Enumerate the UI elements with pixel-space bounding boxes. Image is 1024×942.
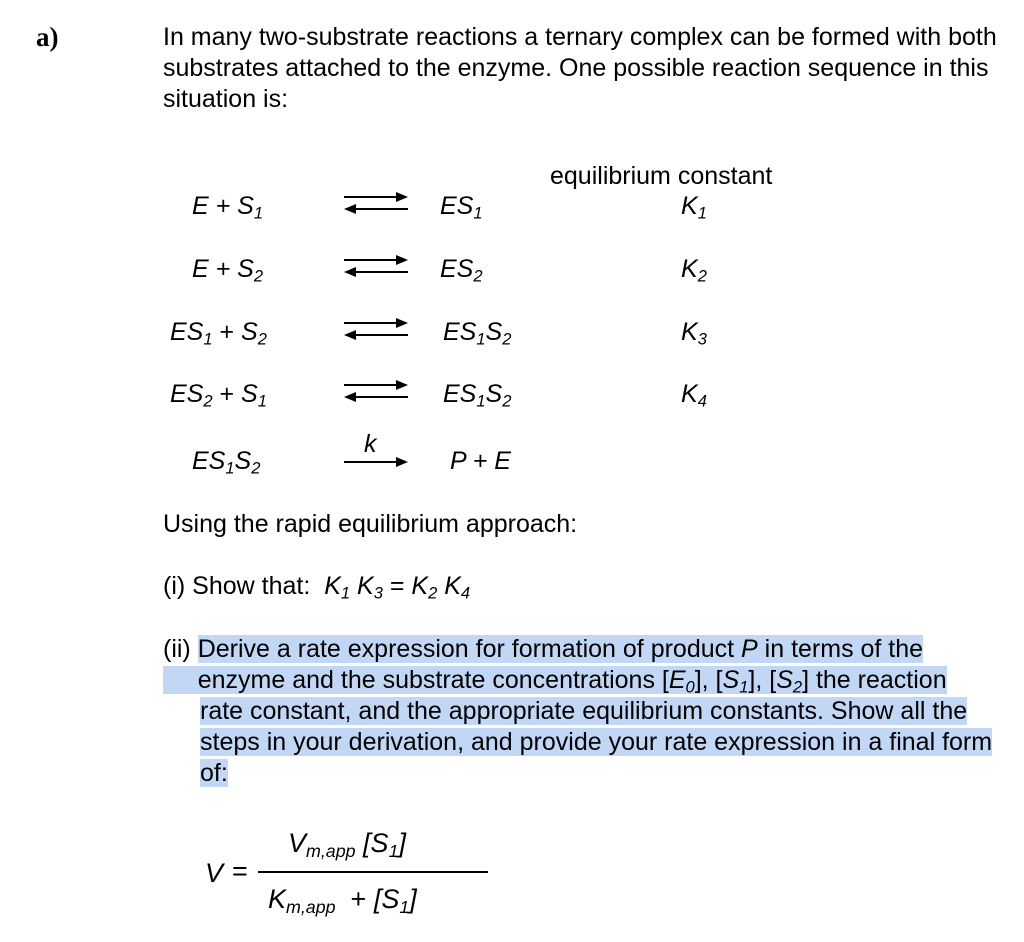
part-label: a) [36, 22, 59, 52]
reaction-4-constant: $K_4$ [681, 380, 707, 411]
part-i: (i) Show that: $K_1$ $K_3 = K_2$ $K_4$ [163, 572, 471, 603]
reaction-2-lhs: $E + S_2$ [192, 255, 264, 286]
reaction-3-constant: $K_3$ [681, 318, 707, 349]
reaction-3-lhs: $ES_1 + S_2$ [170, 318, 267, 349]
formula-numerator: $V_{m,app}$ $[S_1]$ [288, 828, 406, 861]
equilibrium-arrow-icon [340, 186, 412, 220]
fraction-bar [258, 871, 488, 873]
instruction-text: Using the rapid equilibrium approach: [163, 510, 578, 538]
reaction-1-constant: $K_1$ [681, 192, 707, 223]
reaction-5-rhs: P + E [450, 447, 511, 475]
formula-equals: = [232, 856, 248, 886]
part-ii: (ii) Derive a rate expression for formation of product P in terms of the enzyme and the substrate concentrations $[E_0]$, $[S_1]$, $[S_2]$ the reaction [163, 635, 947, 697]
reaction-1-rhs: $ES_1$ [440, 192, 483, 223]
equilibrium-constant-header: equilibrium constant [550, 162, 773, 190]
equilibrium-arrow-icon [340, 249, 412, 283]
rate-constant-label: k [364, 430, 377, 458]
equilibrium-arrow-icon [340, 374, 412, 408]
reaction-3-rhs: $ES_1S_2$ [443, 318, 512, 349]
reaction-2-rhs: $ES_2$ [440, 255, 483, 286]
reaction-5-lhs: $ES_1S_2$ [192, 447, 261, 478]
highlighted-text: Derive a rate expression for formation of product P in terms of the enzyme and the substrate concentrations $[E_0]$, $[S_1]$, $[S_2]$ the reaction [163, 635, 947, 694]
reaction-4-lhs: $ES_2 + S_1$ [170, 380, 267, 411]
intro-paragraph: In many two-substrate reactions a ternary complex can be formed with both substrates attached to the enzyme. One possible reaction sequence in this situation is: [163, 23, 997, 113]
reaction-2-constant: $K_2$ [681, 255, 707, 286]
reaction-4-rhs: $ES_1S_2$ [443, 380, 512, 411]
forward-arrow-icon [340, 452, 412, 472]
equilibrium-arrow-icon [340, 312, 412, 346]
formula-denominator: $K_{m,app} + [S_1]$ [268, 884, 417, 917]
reaction-1-lhs: $E + S_1$ [192, 192, 264, 223]
part-ii-continued: rate constant, and the appropriate equilibrium constants. Show all the steps in your derivation, and provide your rate expression in a final form of: [200, 697, 993, 787]
formula-lhs: V [205, 858, 224, 888]
